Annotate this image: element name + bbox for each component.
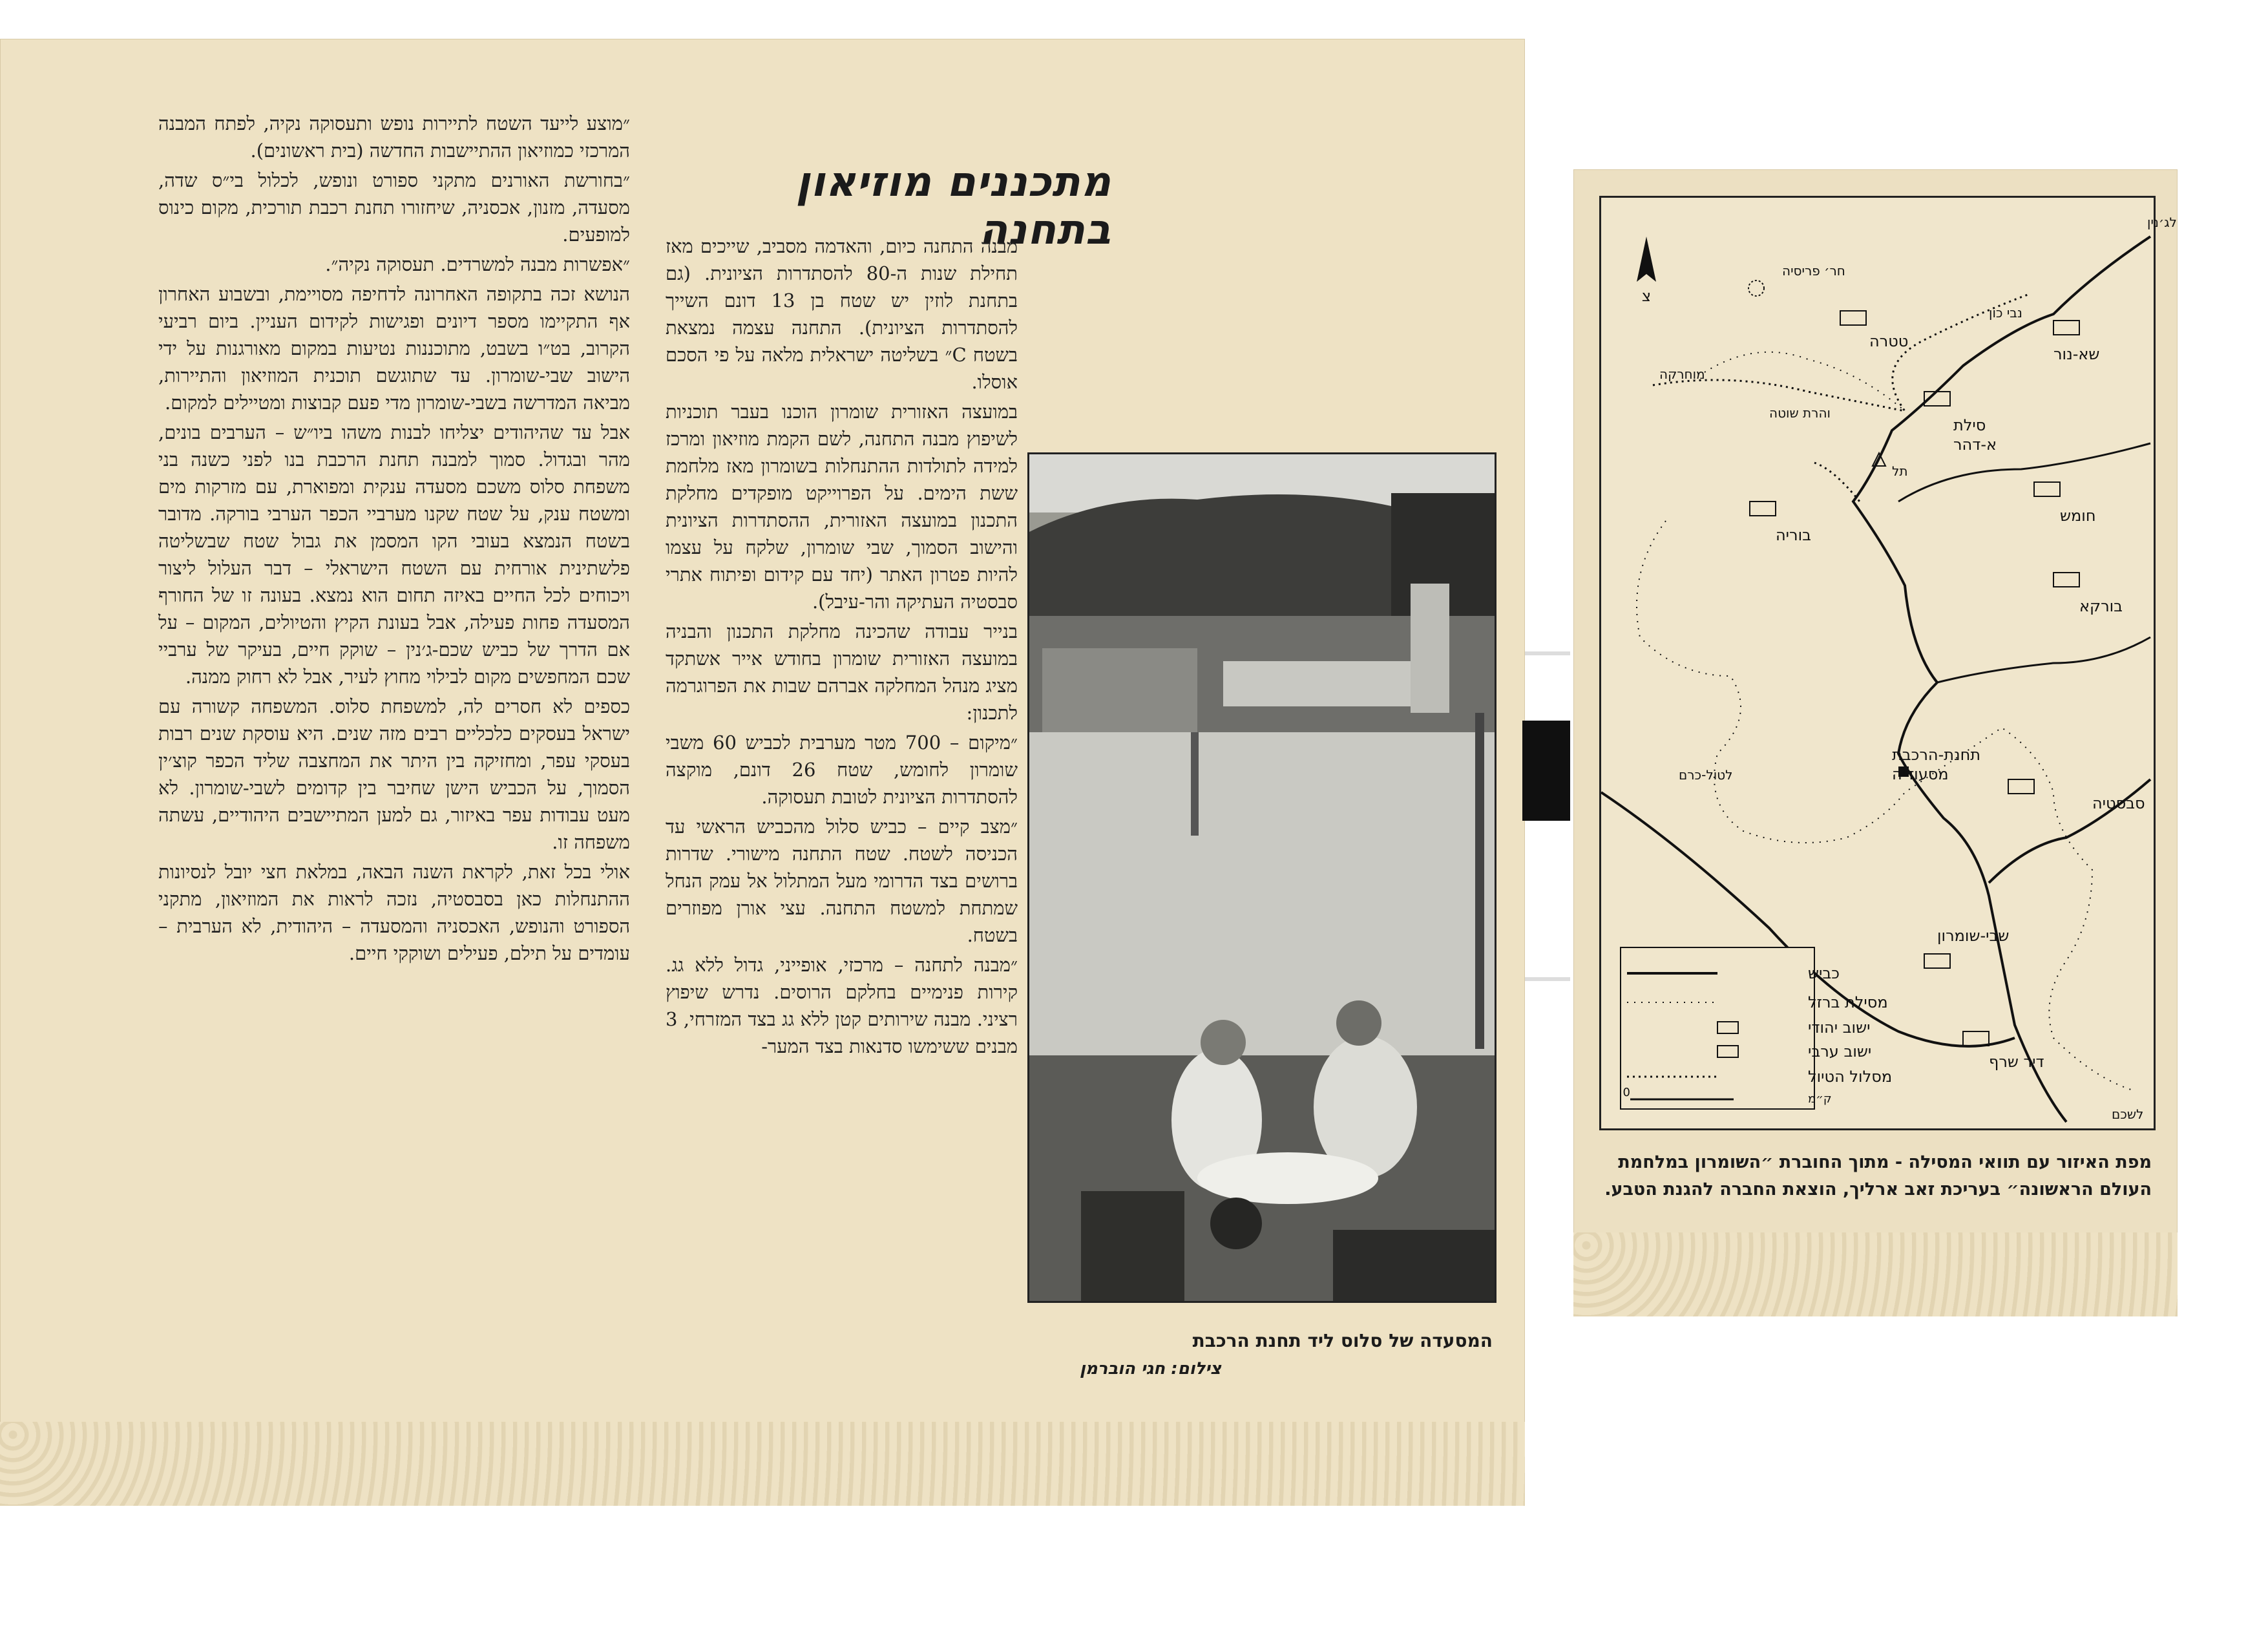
map-drawing <box>1601 198 2177 1128</box>
photo-caption: המסעדה של סלוס ליד תחנת הרכבת <box>1192 1330 1493 1351</box>
article-column-left <box>158 110 630 969</box>
article-paragraph: ״בחורשת האורנים מתקני ספורט ונופש, לכלול בי״ס שדה, מסעדה, מזנון, אכסניה, שיחזורו תחנת רכבת תורכית, מקום כינוס למופעים. <box>158 169 630 246</box>
article-paragraph: ״מוצע לייעד השטח לתיירות נופש ותעסוקה נקיה, לפתח המבנה המרכזי כמוזיאון ההתיישבות החדשה (בית ראשונים). <box>158 112 630 162</box>
scale-unit: ק״מ <box>1808 1092 1832 1106</box>
main-road <box>1853 237 2150 1122</box>
road-homesh <box>1898 443 2150 502</box>
north-arrow-icon <box>1637 237 1656 282</box>
map-legend <box>1621 947 1892 1109</box>
north-label: צ <box>1641 287 1652 305</box>
divider <box>1525 977 1570 981</box>
place-label: לשכם <box>2112 1106 2144 1122</box>
place-label: חר׳ פריסיה <box>1782 263 1845 279</box>
place-label: חומש <box>2060 507 2096 525</box>
legend-road: כביש <box>1808 964 1840 982</box>
legend-jewish: ישוב יהודי <box>1808 1019 1871 1037</box>
article-paragraph: ״מבנה לתחנה – מרכזי, אופייני, גדול ללא גג. קירות פנימיים בחלקם הרוסים. נדרש שיפוץ רציני. מבנה שירותים קטן ללא גג בצד המזרחי, 3 מבנים ששימשו סדנאות בצד המער- <box>666 954 1018 1057</box>
place-label: שבי-שומרון <box>1937 927 2010 945</box>
place-label: בוריה <box>1776 526 1812 544</box>
place-label: בורקא <box>2079 597 2123 615</box>
torn-edge <box>1573 1232 2178 1316</box>
photo-image <box>1029 454 1495 1301</box>
legend-arab: ישוב ערבי <box>1808 1042 1872 1061</box>
place-label: נבי כון <box>1989 305 2022 321</box>
place-label: לג׳נין <box>2147 215 2177 230</box>
place-label: תחנת-הרכבת <box>1892 746 1981 764</box>
region-map <box>1599 196 2177 1130</box>
road-burka <box>1937 637 2150 682</box>
article-paragraph: ״מיקום – 700 מטר מערבית לכביש 60 משבי שומרון לחומש, שטח 26 דונם, מוקצה להסתדרות הציונית לטובת תעסוקה. <box>666 732 1018 808</box>
place-label: מוחרקה <box>1659 366 1705 382</box>
railway-branch <box>1705 352 1905 411</box>
place-label: סבסטיה <box>2092 794 2145 812</box>
place-label: סילת <box>1953 416 1986 434</box>
article-paragraph: ״מצב קיים – כביש סלול מהכביש הראשי עד הכניסה לשטח. שטח התחנה מישורי. שדרות ברושים בצד הדרומי מעל המתלול אל עמק הנחל שמתחת למשטח התחנה. עצי אורן מפוזרים בשטח. <box>666 816 1018 946</box>
article-paragraph: בנייר עבודה שהכינה מחלקת התכנון והבניה במועצה האזורית שומרון בחודש אייר אשתקד מציג מנהל המחלקה אברהם שבות את הפרוגרמה לתכנון: <box>666 620 1018 724</box>
divider <box>1525 651 1570 655</box>
torn-edge <box>0 1422 1525 1506</box>
article-paragraph: במועצה האזורית שומרון הוכנו בעבר תוכניות לשיפוץ מבנה התחנה, לשם הקמת מוזיאון ומרכז למידה לתולדות ההתנחלות בשומרון מאז מלחמת ששת הימים. על הפרוייקט מופקדים מחלקת התכנון במועצה האזורית, ההסתדרות הציונית והישוב הסמוך, שבי שומרון, שלקח על עצמו להיות פטרון האתר (יחד עם קידום ופיתוח אתרי סבסטיה העתיקה והר-עיבל). <box>666 401 1018 613</box>
place-label: טטרה <box>1869 332 1909 350</box>
article-paragraph: אולי בכל זאת, לקראת השנה הבאה, במלאת חצי יובל לנסיונות ההתנחלות כאן בסבסטיה, נזכה לראות את המוזיאון, מתקני הספורט והנופש, האכסניה והמסעדה – היהודית, לא הערבית – עומדים על תילם, פעילים ושוקקי חיים. <box>158 861 630 964</box>
article-paragraph: אבל עד שהיהודים יצליחו לבנות משהו ביו״ש – הערבים בונים, מהר ובגדול. סמוך למבנה תחנת הרכבת בנו לפני כשנה בני משפחת סלוס משכם מסעדה ענקית ומפוארת, עם מזרקות מים ומשטח ענק, על שטח שקנו מערביי הכפר הערבי בורקה. מדובר בשטח הנמצא בעובי הקו המסמן את גבול שטח שבשליטה פלשתינית אורחית עם השטח הישראלי – דבר העלול ליצור ויכוחים לכל החיים באיזה תחום הוא נמצא. בעונה זו של החורף המסעדה פחות פעילה, אבל בעונת הקיץ והטיולים, המקום – על אם הדרך של כביש שכם-ג׳נין – שוקק חיים, בעיקר של ערביי שכם המחפשים מקום לבילוי מחוץ לעיר, אבל לא רחוק ממנה. <box>158 421 630 688</box>
place-label: שא-נור <box>2053 345 2100 363</box>
settlement-markers <box>1748 280 2079 1046</box>
article-column-middle <box>666 233 1018 1062</box>
place-label: א-דהר <box>1953 436 1997 454</box>
article-paragraph: הנושא זכה בתקופה האחרונה לדחיפה מסויימת, ובשבוע האחרון אף התקיימו מספר דיונים ופגישות לקידום העניין. ביום רביעי הקרוב, בט״ו בשבט, מתוכננות נטיעות במקום מאורגנות על ידי הישוב שבי-שומרון. עד שתוגשם תוכנית המוזיאון והתיירות, מביאה המדרשה בשבי-שומרון מדי פעם קבוצות ומטיילים למקום. <box>158 283 630 414</box>
legend-railway: מסילת ברזל <box>1808 993 1888 1011</box>
legend-trail: מסלול הטיול <box>1808 1068 1893 1086</box>
place-label: והרת שוטה <box>1769 405 1831 421</box>
article-paragraph: מבנה התחנה כיום, והאדמה מסביב, שייכים מאז תחילת שנות ה-80 להסתדרות הציונית. (גם בתחנת לוזין יש שטח בן 13 דונם השייך להסתדרות הציונית). התחנה עצמה נמצאת בשטח C״ בשליטה ישראלית מלאה על פי הסכם אוסלו. <box>666 235 1018 393</box>
place-label: לטול-כרם <box>1679 767 1733 783</box>
place-label: דיר שרף <box>1989 1053 2044 1071</box>
article-headline: מתכננים מוזיאון בתחנה <box>795 158 1111 254</box>
black-strip <box>1522 721 1570 821</box>
article-paragraph: ״אפשרות מבנה למשרדים. תעסוקה נקיה״. <box>325 253 630 275</box>
restaurant-photo <box>1027 452 1496 1303</box>
hiking-trail <box>1814 463 1860 502</box>
place-label: מסעודיה <box>1892 765 1949 783</box>
scale-zero: 0 <box>1622 1086 1630 1099</box>
map-caption: מפת האיזור עם תוואי המסילה - מתוך החוברת ״השומרון במלחמת העולם הראשונה״ בעריכת זאב ארליך, הוצאת החברה להגנת הטבע. <box>1604 1152 2152 1199</box>
article-paragraph: כספים לא חסרים לה, למשפחת סלוס. המשפחה קשורה עם ישראל בעסקים כלכליים רבים מזה שנים. היא עוסקת שנים רבות בעסקי עפר, ומחזיקה בין היתר את המחצבה שליד הכפר קוצ׳ין הסמוך, על הכביש הישן שחיבר בין קדומים לשבי-שומרון. לא מעט עבודות עפר באיזור, גם למען המתיישבים היהודיים, עשתה משפחה זו. <box>158 695 630 853</box>
photo-credit: צילום: חגי הוברמן <box>1079 1359 1221 1379</box>
place-label: תל <box>1892 463 1908 479</box>
